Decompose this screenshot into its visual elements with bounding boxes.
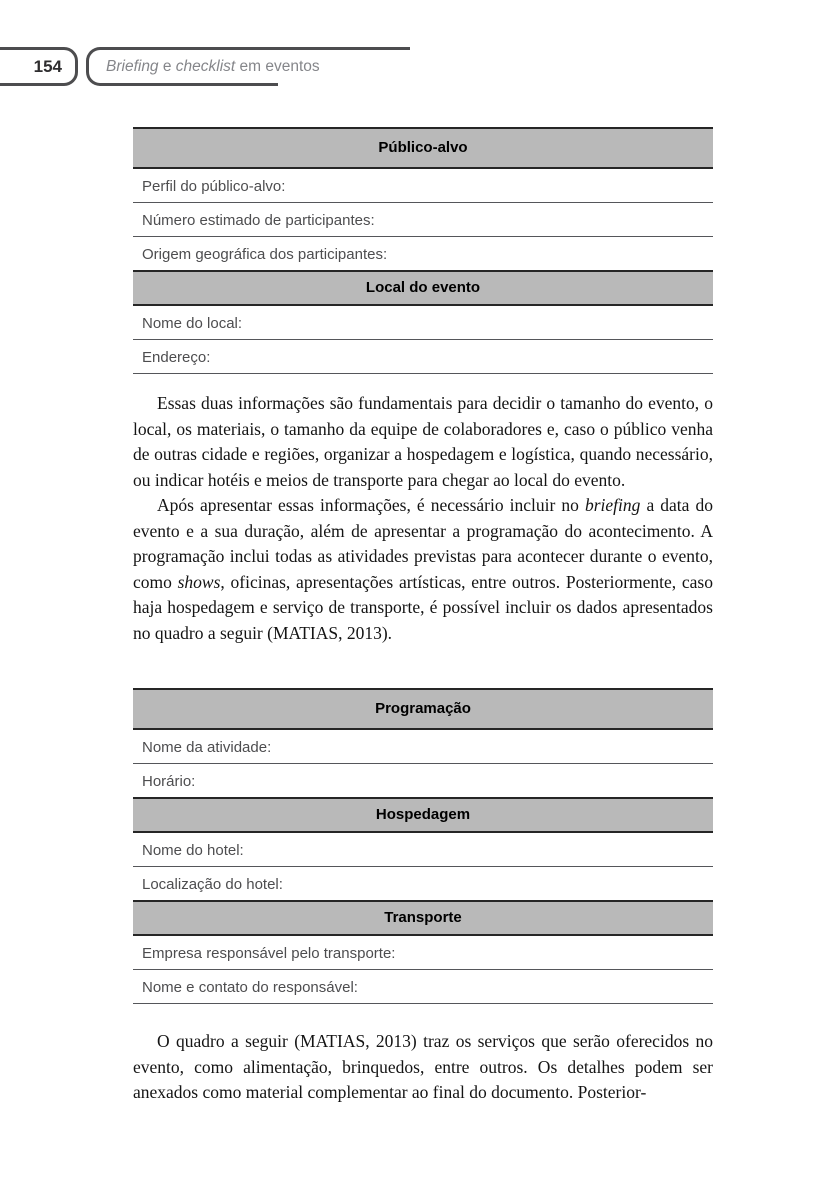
page-number-box [0, 47, 78, 86]
paragraph: O quadro a seguir (MATIAS, 2013) traz os serviços que serão oferecidos no evento, como alimentação, brinquedos, entre outros. Os detalhes podem ser anexados como material complementar ao final do documento. Posterior- [133, 1031, 713, 1102]
briefing-table-program-lodging-transport [133, 688, 713, 1004]
table-section-header: Programação [133, 688, 713, 730]
table-section-header: Hospedagem [133, 797, 713, 833]
table-section [133, 688, 713, 797]
paragraph-text-run: shows [177, 571, 221, 592]
running-title-box [86, 47, 320, 86]
table-field-row: Nome e contato do responsável: [133, 970, 713, 1004]
table-field-row: Localização do hotel: [133, 867, 713, 900]
running-title-part: Briefing [106, 58, 159, 75]
page-content [133, 127, 713, 1106]
table-field-row: Horário: [133, 764, 713, 797]
running-title-part: checklist [175, 58, 236, 75]
table-section [133, 270, 713, 374]
table-field-row: Perfil do público-alvo: [133, 169, 713, 203]
table-section [133, 797, 713, 900]
running-title-part: em eventos [235, 58, 320, 75]
table-section [133, 900, 713, 1004]
table-field-row: Origem geográfica dos participantes: [133, 237, 713, 270]
paragraph: Essas duas informações são fundamentais para decidir o tamanho do evento, o local, os materiais, o tamanho da equipe de colaboradores e, caso o público venha de outras cidade e regiões, organizar a hospedagem e logística, quando necessário, ou indicar hotéis e meios de transporte para chegar ao local do evento. [133, 393, 713, 490]
table-field-row: Nome do hotel: [133, 833, 713, 867]
table-section-header: Transporte [133, 900, 713, 936]
page-number: 154 [33, 57, 62, 76]
paragraph-text-run: Após apresentar essas informações, é necessário incluir no [157, 495, 585, 515]
paragraph [133, 493, 713, 646]
paragraph-text-run: briefing [584, 495, 641, 515]
header-rule [278, 47, 410, 50]
table-section-header: Público-alvo [133, 127, 713, 169]
running-title-part: e [158, 58, 176, 75]
table-section-header: Local do evento [133, 270, 713, 306]
briefing-table-target-audience [133, 127, 713, 374]
table-field-row: Empresa responsável pelo transporte: [133, 936, 713, 970]
table-field-row: Nome da atividade: [133, 730, 713, 764]
table-field-row: Nome do local: [133, 306, 713, 340]
table-field-row: Número estimado de participantes: [133, 203, 713, 237]
paragraph-text-run: a data do evento e a sua duração, além de apresentar a programação do acontecimento. A programação inclui todas as atividades previstas para acontecer durante o evento, como [133, 495, 713, 592]
table-field-row: Endereço: [133, 340, 713, 374]
paragraph-text-run: , oficinas, apresentações artísticas, entre outros. Posteriormente, caso haja hospedagem e serviço de transporte, é possível incluir os dados apresentados no quadro a seguir (MATIAS, 2013). [133, 571, 713, 643]
table-section [133, 127, 713, 270]
